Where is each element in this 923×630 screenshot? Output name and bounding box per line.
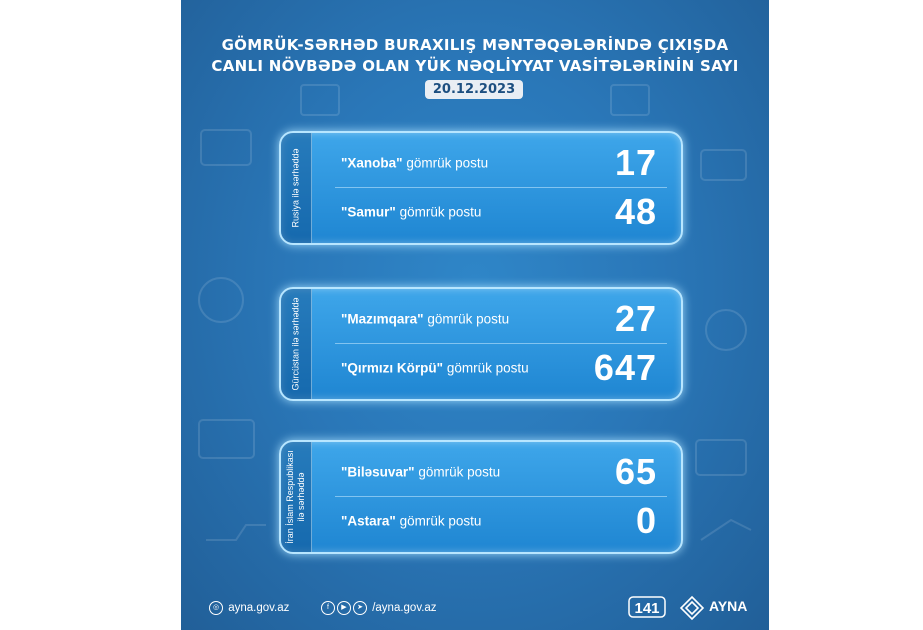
brand-name: AYNA <box>709 598 748 614</box>
panel-side-label <box>281 442 312 552</box>
side-label-line-1: İran İslam Respublikası <box>285 450 295 544</box>
post-count: 27 <box>614 298 657 339</box>
list-item <box>341 143 661 183</box>
divider <box>335 496 667 497</box>
infographic-poster <box>181 0 769 630</box>
post-suffix: gömrük postu <box>423 311 510 327</box>
list-item <box>341 192 661 232</box>
panel-iran <box>279 440 683 554</box>
ayna-emblem-icon <box>679 595 705 621</box>
post-name: "Qırmızı Körpü" <box>341 360 444 376</box>
post-suffix: gömrük postu <box>443 360 529 376</box>
panel-russia <box>279 131 683 245</box>
list-item <box>341 299 661 339</box>
list-item <box>341 452 661 492</box>
brand-logo <box>679 594 759 622</box>
post-label <box>341 312 509 327</box>
social-text: /ayna.gov.az <box>372 602 437 615</box>
post-suffix: gömrük postu <box>414 464 501 480</box>
panel-georgia <box>279 287 683 401</box>
globe-icon: ◎ <box>209 601 223 615</box>
post-name: "Xanoba" <box>341 155 403 171</box>
post-suffix: gömrük postu <box>402 155 489 171</box>
post-label <box>341 465 500 480</box>
side-label-line-2: ilə sərhəddə <box>296 472 306 522</box>
post-label <box>341 361 529 376</box>
post-label <box>341 514 481 529</box>
hotline-badge-icon <box>626 592 668 622</box>
list-item <box>341 501 661 541</box>
post-count: 647 <box>593 347 657 388</box>
hotline-logo <box>626 592 668 622</box>
post-count: 17 <box>614 142 657 183</box>
post-name: "Astara" <box>341 513 396 529</box>
post-name: "Mazımqara" <box>341 311 424 327</box>
side-label-text: Gürcüstan ilə sərhəddə <box>290 297 301 391</box>
footer-social[interactable] <box>321 601 437 615</box>
divider <box>335 343 667 344</box>
post-suffix: gömrük postu <box>395 513 482 529</box>
facebook-icon: f <box>321 601 335 615</box>
panel-side-label <box>281 289 312 399</box>
list-item <box>341 348 661 388</box>
hotline-number: 141 <box>634 600 660 617</box>
post-name: "Samur" <box>341 204 396 220</box>
date-badge: 20.12.2023 <box>425 80 523 99</box>
website-text: ayna.gov.az <box>228 602 290 615</box>
title-line-2: CANLI NÖVBƏDƏ OLAN YÜK NƏQLİYYAT VASİTƏLƏRİNİN SAYI <box>211 57 739 75</box>
youtube-icon: ▶ <box>337 601 351 615</box>
divider <box>335 187 667 188</box>
post-label <box>341 156 488 171</box>
footer-website[interactable] <box>209 601 289 615</box>
side-label-text <box>285 450 307 544</box>
post-count: 0 <box>635 500 657 541</box>
post-name: "Biləsuvar" <box>341 464 415 480</box>
post-suffix: gömrük postu <box>395 204 482 220</box>
side-label-text: Rusiya ilə sərhəddə <box>290 148 301 228</box>
post-label <box>341 205 481 220</box>
telegram-icon: ➤ <box>353 601 367 615</box>
post-count: 65 <box>614 451 657 492</box>
title-line-1: GÖMRÜK-SƏRHƏD BURAXILIŞ MƏNTƏQƏLƏRİNDƏ ÇIXIŞDA <box>221 36 729 54</box>
panel-side-label <box>281 133 312 243</box>
post-count: 48 <box>614 191 657 232</box>
